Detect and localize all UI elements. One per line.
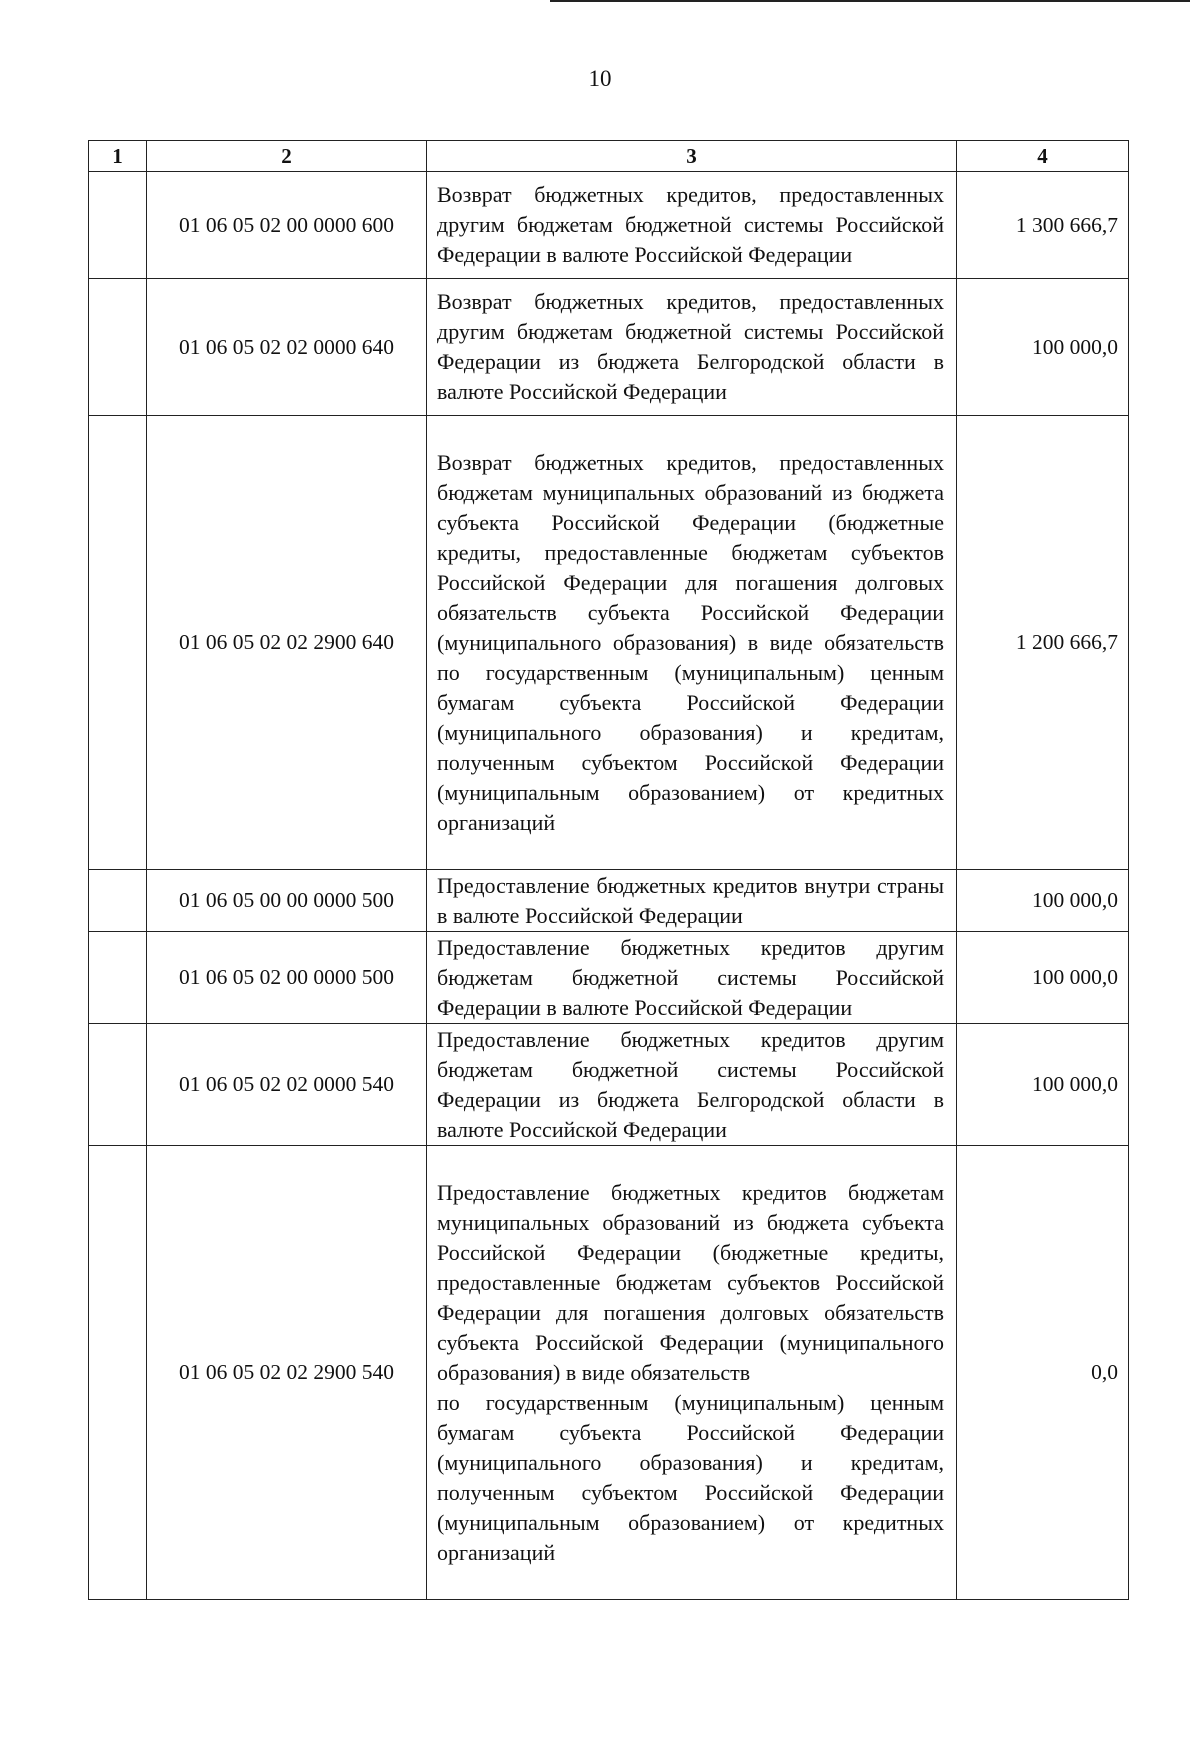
description-cell: Предоставление бюджетных кредитов другим бюджетам бюджетной системы Российской Федерации из бюджета Белгородской области в валюте Российской Федерации: [427, 1024, 957, 1146]
description-cell: [427, 1146, 957, 1600]
budget-code-cell: 01 06 05 02 02 0000 540: [147, 1024, 427, 1146]
budget-code-cell: 01 06 05 02 00 0000 600: [147, 172, 427, 279]
description-cell: Предоставление бюджетных кредитов другим бюджетам бюджетной системы Российской Федерации в валюте Российской Федерации: [427, 932, 957, 1024]
budget-table: [88, 140, 1129, 1600]
budget-code-cell: 01 06 05 02 02 2900 540: [147, 1146, 427, 1600]
amount-cell: 100 000,0: [957, 932, 1129, 1024]
row-number-cell: [89, 1024, 147, 1146]
description-cell: Возврат бюджетных кредитов, предоставленных бюджетам муниципальных образований из бюджета субъекта Российской Федерации (бюджетные кредиты, предоставленные бюджетам субъектов Российской Федерации для погашения долговых обязательств субъекта Российской Федерации (муниципального образования) в виде обязательств по государственным (муниципальным) ценным бумагам субъекта Российской Федерации (муниципального образования) и кредитам, полученным субъектом Российской Федерации (муниципальным образованием) от кредитных организаций: [427, 416, 957, 870]
header-col-4: 4: [957, 141, 1129, 172]
row-number-cell: [89, 932, 147, 1024]
row-number-cell: [89, 172, 147, 279]
header-col-3: 3: [427, 141, 957, 172]
amount-cell: 0,0: [957, 1146, 1129, 1600]
description-cell: Предоставление бюджетных кредитов внутри страны в валюте Российской Федерации: [427, 870, 957, 932]
table-row: [89, 172, 1129, 279]
table-row: [89, 1024, 1129, 1146]
amount-cell: 1 300 666,7: [957, 172, 1129, 279]
top-rule: [550, 0, 1190, 2]
row-number-cell: [89, 416, 147, 870]
description-cell: Возврат бюджетных кредитов, предоставленных другим бюджетам бюджетной системы Российской Федерации в валюте Российской Федерации: [427, 172, 957, 279]
row-number-cell: [89, 279, 147, 416]
row-number-cell: [89, 870, 147, 932]
budget-code-cell: 01 06 05 02 02 0000 640: [147, 279, 427, 416]
row-number-cell: [89, 1146, 147, 1600]
table-header-row: [89, 141, 1129, 172]
table-row: [89, 279, 1129, 416]
header-col-1: 1: [89, 141, 147, 172]
budget-code-cell: 01 06 05 00 00 0000 500: [147, 870, 427, 932]
header-col-2: 2: [147, 141, 427, 172]
table-row: [89, 1146, 1129, 1600]
description-cell: Возврат бюджетных кредитов, предоставленных другим бюджетам бюджетной системы Российской Федерации из бюджета Белгородской области в валюте Российской Федерации: [427, 279, 957, 416]
amount-cell: 100 000,0: [957, 870, 1129, 932]
table-row: [89, 870, 1129, 932]
amount-cell: 100 000,0: [957, 1024, 1129, 1146]
table-row: [89, 416, 1129, 870]
budget-code-cell: 01 06 05 02 02 2900 640: [147, 416, 427, 870]
amount-cell: 100 000,0: [957, 279, 1129, 416]
budget-code-cell: 01 06 05 02 00 0000 500: [147, 932, 427, 1024]
table-row: [89, 932, 1129, 1024]
amount-cell: 1 200 666,7: [957, 416, 1129, 870]
page-number: 10: [588, 66, 612, 91]
description-text-continued: по государственным (муниципальным) ценным бумагам субъекта Российской Федерации (муниципального образования) и кредитам, полученным субъектом Российской Федерации (муниципальным образованием) от кредитных организаций: [437, 1389, 944, 1565]
description-text: Предоставление бюджетных кредитов бюджетам муниципальных образований из бюджета субъекта Российской Федерации (бюджетные кредиты, предоставленные бюджетам субъектов Российской Федерации для погашения долговых обязательств субъекта Российской Федерации (муниципального образования) в виде обязательств: [437, 1179, 944, 1385]
